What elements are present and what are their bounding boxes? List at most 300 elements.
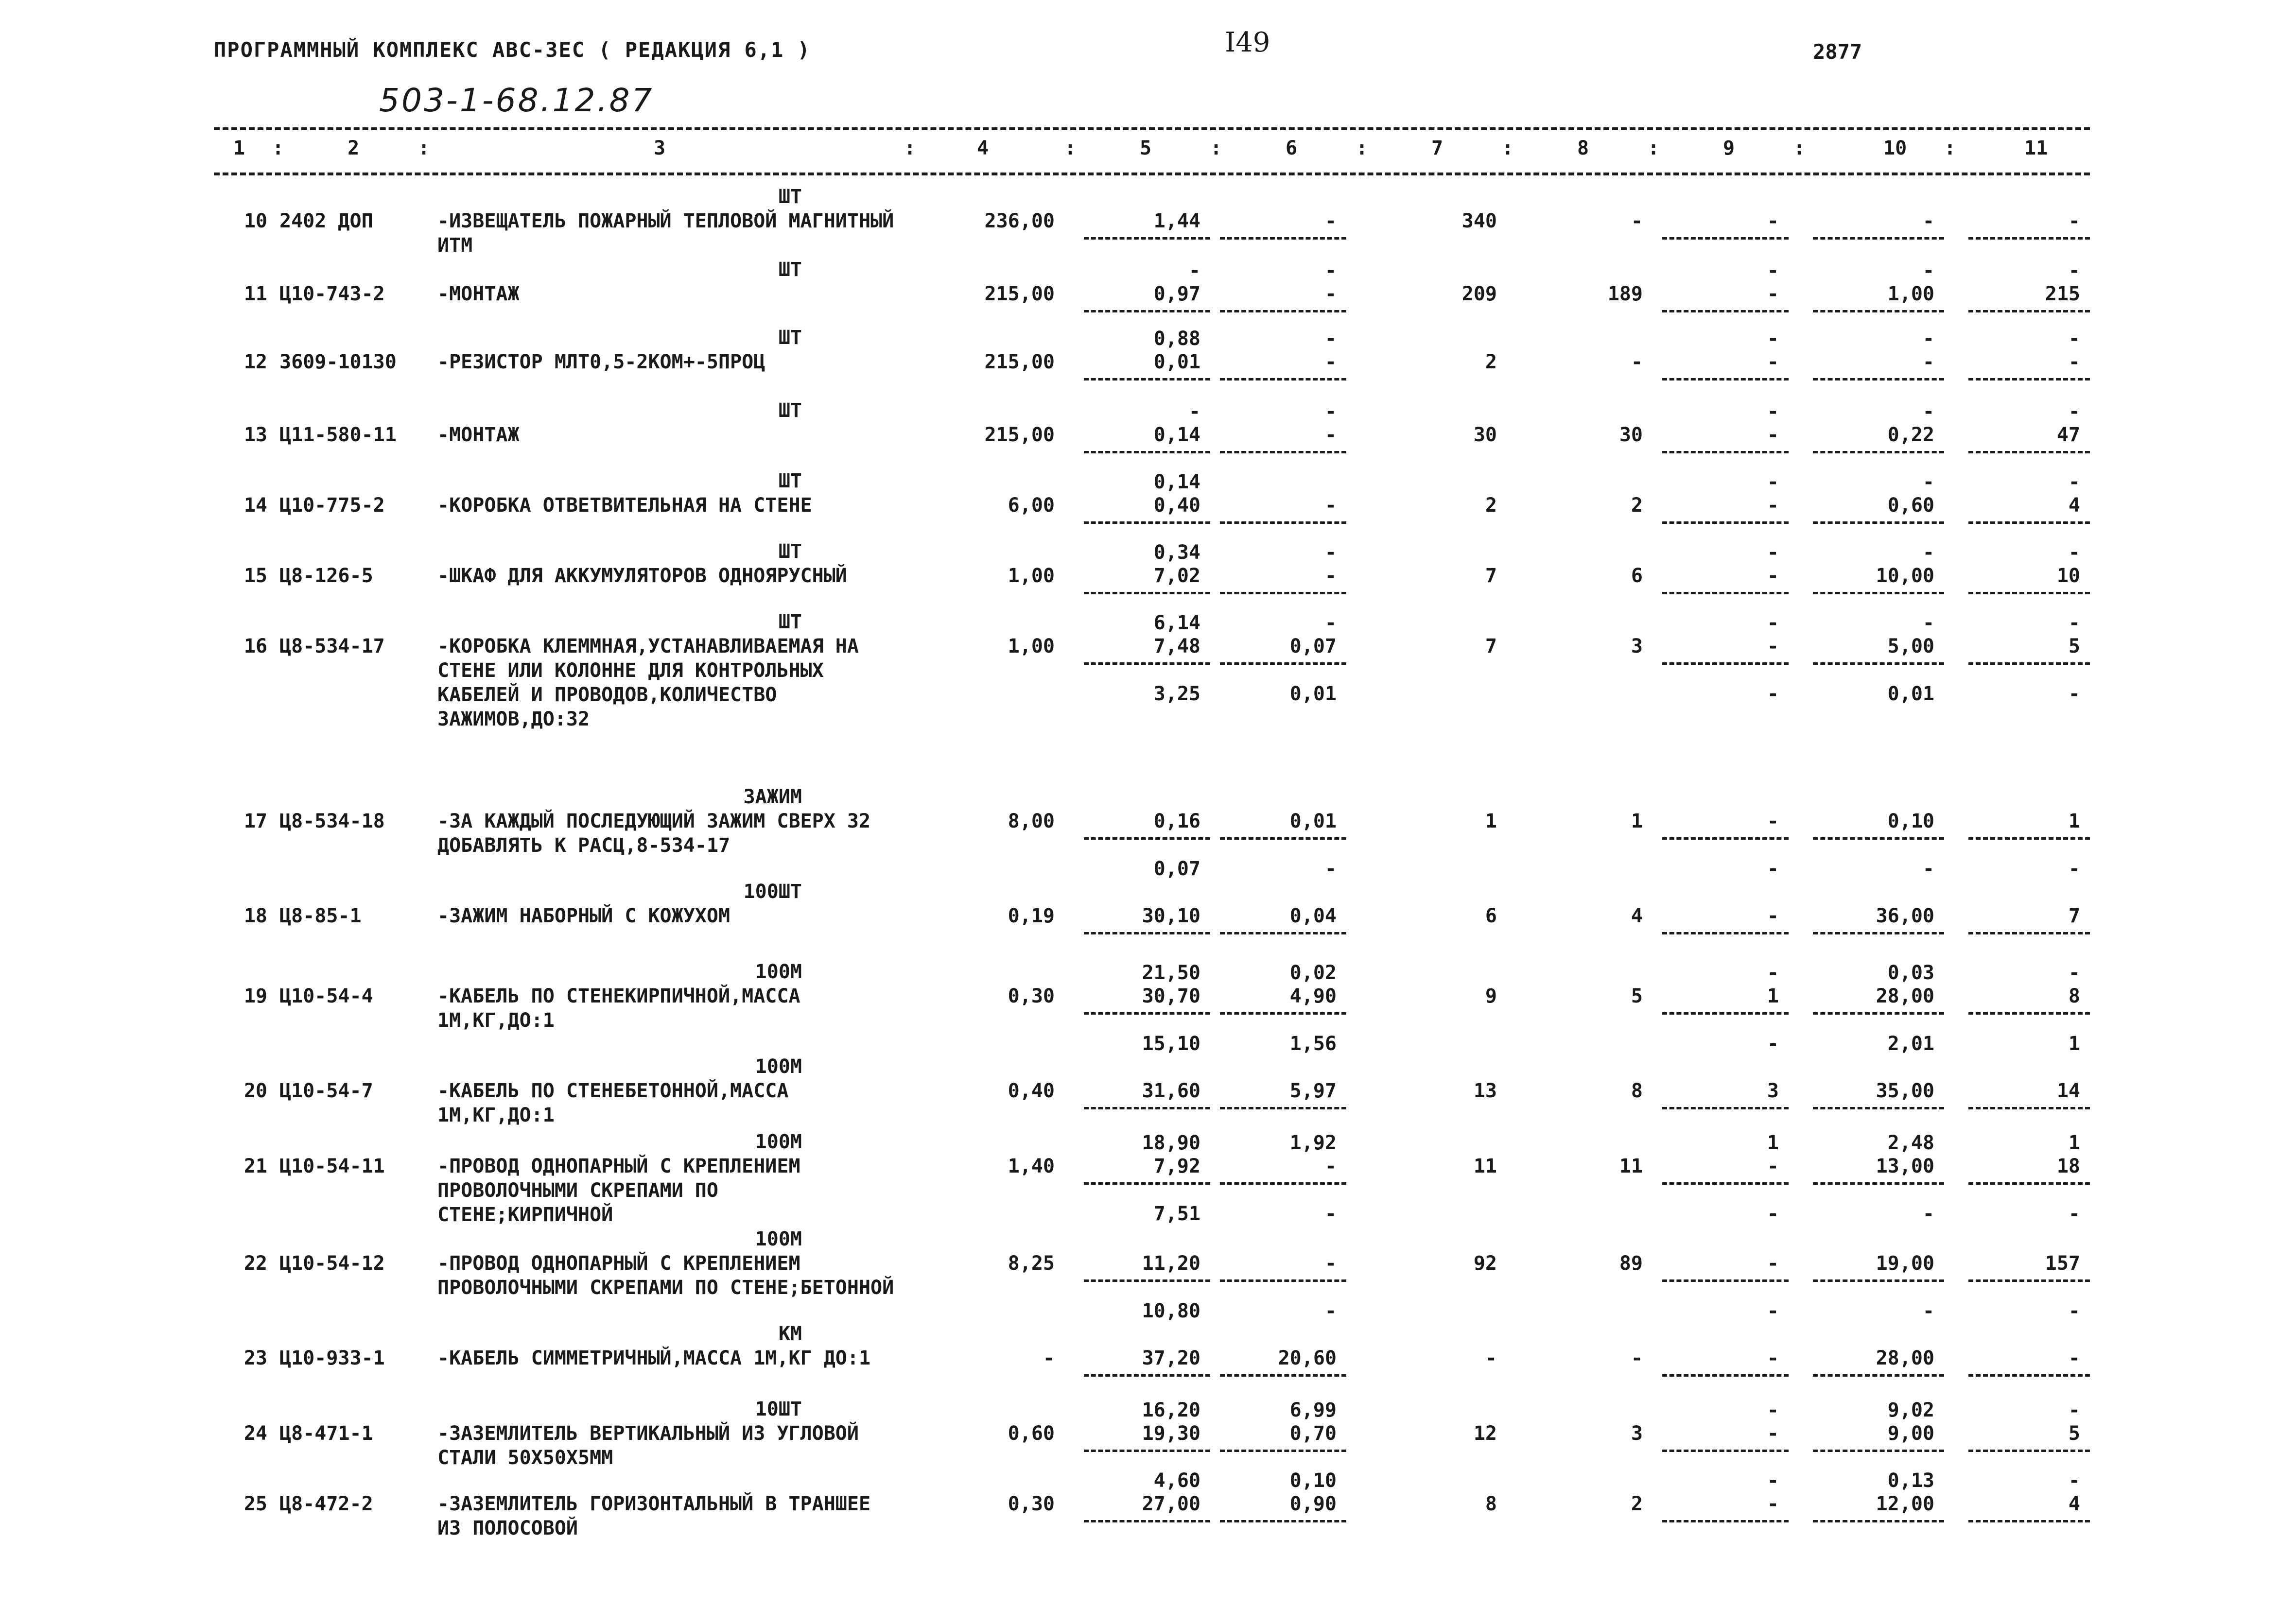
- value-c7: 2: [1485, 494, 1497, 517]
- cell-underline: [1662, 837, 1789, 840]
- sub-value-c9: -: [1767, 612, 1779, 634]
- cell-underline: [1220, 378, 1346, 380]
- bottom-value-c5: 15,10: [1142, 1033, 1200, 1055]
- column-header-4: 4: [977, 137, 989, 159]
- value-c5: 7,02: [1153, 565, 1200, 587]
- sub-value-c9: -: [1767, 541, 1779, 564]
- unit-label: 100М: [755, 1131, 802, 1153]
- value-c6: -: [1324, 1155, 1337, 1177]
- bottom-value-c9: -: [1767, 1300, 1779, 1322]
- cell-underline: [1813, 1450, 1944, 1452]
- column-separator: :: [418, 137, 430, 159]
- cell-underline: [1662, 1107, 1789, 1109]
- cell-underline: [1968, 378, 2090, 380]
- cell-underline: [1084, 1107, 1210, 1109]
- bottom-value-c9: -: [1767, 1033, 1779, 1055]
- value-c11: 18: [2056, 1155, 2080, 1177]
- bottom-value-c11: -: [2068, 858, 2080, 880]
- cell-underline: [1968, 1450, 2090, 1452]
- sub-value-c6: -: [1324, 541, 1337, 564]
- cell-underline: [1662, 662, 1789, 665]
- row-number: 18: [244, 905, 267, 927]
- value-c10: 13,00: [1876, 1155, 1934, 1177]
- cell-underline: [1084, 1520, 1210, 1522]
- value-c9: -: [1767, 351, 1779, 373]
- value-c5: 30,70: [1142, 985, 1200, 1007]
- value-c11: 5: [2068, 635, 2080, 657]
- value-c6: -: [1324, 351, 1337, 373]
- unit-label: 100М: [755, 961, 802, 983]
- value-c5: 1,44: [1153, 210, 1200, 232]
- value-c10: 35,00: [1876, 1080, 1934, 1102]
- sub-value-c6: -: [1324, 259, 1337, 282]
- cell-underline: [1968, 662, 2090, 665]
- row-code: Ц8-85-1: [279, 905, 362, 927]
- cell-underline: [1968, 1279, 2090, 1282]
- cell-underline: [1220, 451, 1346, 453]
- value-c9: -: [1767, 283, 1779, 305]
- cell-underline: [1084, 662, 1210, 665]
- cell-underline: [1220, 837, 1346, 840]
- value-c6: 0,01: [1289, 810, 1337, 832]
- row-description: -МОНТАЖ: [437, 424, 520, 446]
- sub-value-c11: -: [2068, 1399, 2080, 1421]
- value-c11: -: [2068, 210, 2080, 232]
- column-header-3: 3: [654, 137, 666, 159]
- sub-value-c6: -: [1324, 328, 1337, 350]
- value-c10: 28,00: [1876, 1347, 1934, 1369]
- row-description: -ЗА КАЖДЫЙ ПОСЛЕДУЮЩИЙ ЗАЖИМ СВЕРХ 32 ДОБАВЛЯТЬ К РАСЦ,8-534-17: [437, 810, 871, 857]
- unit-label: ШТ: [778, 327, 802, 349]
- value-c11: -: [2068, 351, 2080, 373]
- value-c10: -: [1922, 351, 1934, 373]
- cell-underline: [1220, 1450, 1346, 1452]
- row-code: Ц10-54-7: [279, 1080, 373, 1102]
- cell-underline: [1662, 237, 1789, 240]
- value-c6: -: [1324, 1252, 1337, 1275]
- value-c4: 0,60: [1008, 1422, 1055, 1445]
- value-c9: -: [1767, 424, 1779, 446]
- value-c8: 3: [1631, 1422, 1643, 1445]
- bottom-value-c6: 0,01: [1289, 683, 1337, 705]
- value-c8: -: [1631, 210, 1643, 232]
- value-c10: 5,00: [1887, 635, 1934, 657]
- row-number: 20: [244, 1080, 267, 1102]
- sub-value-c10: -: [1922, 400, 1934, 423]
- cell-underline: [1084, 310, 1210, 312]
- value-c9: 1: [1767, 985, 1779, 1007]
- column-separator: :: [1944, 137, 1956, 159]
- cell-underline: [1084, 378, 1210, 380]
- column-header-10: 10: [1883, 137, 1907, 159]
- sub-value-c10: 9,02: [1887, 1399, 1934, 1421]
- row-description: -МОНТАЖ: [437, 283, 520, 305]
- value-c11: 10: [2056, 565, 2080, 587]
- document-number: 2877: [1813, 40, 1862, 64]
- value-c11: 7: [2068, 905, 2080, 927]
- value-c6: 0,07: [1289, 635, 1337, 657]
- value-c5: 0,16: [1153, 810, 1200, 832]
- unit-label: ШТ: [778, 470, 802, 492]
- value-c6: -: [1324, 283, 1337, 305]
- value-c10: 12,00: [1876, 1493, 1934, 1515]
- value-c4: 1,40: [1008, 1155, 1055, 1177]
- value-c8: 8: [1631, 1080, 1643, 1102]
- bottom-value-c11: 1: [2068, 1033, 2080, 1055]
- cell-underline: [1813, 837, 1944, 840]
- value-c4: 0,30: [1008, 985, 1055, 1007]
- value-c7: 30: [1473, 424, 1497, 446]
- value-c5: 0,14: [1153, 424, 1200, 446]
- row-description: -КАБЕЛЬ ПО СТЕНЕБЕТОННОЙ,МАССА 1М,КГ,ДО:1: [437, 1080, 789, 1126]
- cell-underline: [1220, 662, 1346, 665]
- sub-value-c10: -: [1922, 541, 1934, 564]
- row-description: -КАБЕЛЬ ПО СТЕНЕКИРПИЧНОЙ,МАССА 1М,КГ,ДО:1: [437, 985, 800, 1032]
- cell-underline: [1084, 1279, 1210, 1282]
- cell-underline: [1084, 1012, 1210, 1015]
- bottom-value-c5: 0,07: [1153, 858, 1200, 880]
- sub-value-c9: -: [1767, 962, 1779, 984]
- column-separator: :: [1356, 137, 1368, 159]
- sub-value-c5: 0,88: [1153, 328, 1200, 350]
- sub-value-c5: 18,90: [1142, 1132, 1200, 1154]
- value-c8: 2: [1631, 494, 1643, 517]
- bottom-value-c9: -: [1767, 858, 1779, 880]
- row-description: -КОРОБКА КЛЕММНАЯ,УСТАНАВЛИВАЕМАЯ НА СТЕНЕ ИЛИ КОЛОННЕ ДЛЯ КОНТРОЛЬНЫХ КАБЕЛЕЙ И ПРОВОДОВ,КОЛИЧЕСТВО ЗАЖИМОВ,ДО:32: [437, 635, 859, 730]
- sub-value-c5: -: [1188, 259, 1200, 282]
- value-c8: 5: [1631, 985, 1643, 1007]
- sub-value-c9: -: [1767, 400, 1779, 423]
- cell-underline: [1084, 521, 1210, 524]
- value-c4: 215,00: [984, 351, 1055, 373]
- bottom-value-c10: 2,01: [1887, 1033, 1934, 1055]
- row-code: Ц8-534-18: [279, 810, 385, 832]
- cell-underline: [1968, 451, 2090, 453]
- row-code: Ц8-534-17: [279, 635, 385, 657]
- value-c4: 1,00: [1008, 635, 1055, 657]
- value-c8: 6: [1631, 565, 1643, 587]
- row-number: 19: [244, 985, 267, 1007]
- cell-underline: [1220, 1279, 1346, 1282]
- cell-underline: [1662, 378, 1789, 380]
- cell-underline: [1084, 1182, 1210, 1185]
- value-c8: -: [1631, 351, 1643, 373]
- column-separator: :: [1502, 137, 1514, 159]
- value-c10: 10,00: [1876, 565, 1934, 587]
- cell-underline: [1813, 310, 1944, 312]
- row-code: Ц11-580-11: [279, 424, 397, 446]
- value-c9: 3: [1767, 1080, 1779, 1102]
- sub-value-c6: 6,99: [1289, 1399, 1337, 1421]
- sub-value-c10: -: [1922, 328, 1934, 350]
- row-number: 16: [244, 635, 267, 657]
- column-header-6: 6: [1286, 137, 1298, 159]
- sub-value-c10: 0,13: [1887, 1469, 1934, 1492]
- unit-label: ШТ: [778, 540, 802, 563]
- column-separator: :: [272, 137, 284, 159]
- cell-underline: [1968, 1107, 2090, 1109]
- column-separator: :: [904, 137, 916, 159]
- row-number: 17: [244, 810, 267, 832]
- value-c8: 11: [1619, 1155, 1643, 1177]
- column-header-5: 5: [1140, 137, 1152, 159]
- sub-value-c5: 21,50: [1142, 962, 1200, 984]
- cell-underline: [1662, 451, 1789, 453]
- cell-underline: [1968, 237, 2090, 240]
- value-c8: 89: [1619, 1252, 1643, 1275]
- cell-underline: [1813, 1012, 1944, 1015]
- sub-value-c10: -: [1922, 612, 1934, 634]
- cell-underline: [1220, 1374, 1346, 1377]
- cell-underline: [1084, 451, 1210, 453]
- cell-underline: [1968, 932, 2090, 934]
- cell-underline: [1813, 932, 1944, 934]
- bottom-value-c6: -: [1324, 1300, 1337, 1322]
- cell-underline: [1968, 1012, 2090, 1015]
- row-code: 3609-10130: [279, 351, 397, 373]
- header-top-rule: [214, 127, 2090, 130]
- unit-label: 10ШТ: [755, 1398, 802, 1420]
- sub-value-c11: -: [2068, 612, 2080, 634]
- sub-value-c10: 2,48: [1887, 1132, 1934, 1154]
- cell-underline: [1084, 932, 1210, 934]
- cell-underline: [1220, 237, 1346, 240]
- value-c5: 31,60: [1142, 1080, 1200, 1102]
- value-c4: 0,40: [1008, 1080, 1055, 1102]
- value-c4: 236,00: [984, 210, 1055, 232]
- cell-underline: [1813, 1520, 1944, 1522]
- row-number: 21: [244, 1155, 267, 1177]
- value-c11: 5: [2068, 1422, 2080, 1445]
- sub-value-c5: 0,34: [1153, 541, 1200, 564]
- row-description: -ШКАФ ДЛЯ АККУМУЛЯТОРОВ ОДНОЯРУСНЫЙ: [437, 565, 847, 587]
- cell-underline: [1968, 310, 2090, 312]
- column-header-9: 9: [1723, 137, 1735, 159]
- value-c11: 4: [2068, 494, 2080, 517]
- column-header-8: 8: [1577, 137, 1589, 159]
- cell-underline: [1220, 592, 1346, 594]
- cell-underline: [1968, 521, 2090, 524]
- value-c11: 47: [2056, 424, 2080, 446]
- cell-underline: [1220, 521, 1346, 524]
- row-code: Ц8-471-1: [279, 1422, 373, 1445]
- sub-value-c5: 16,20: [1142, 1399, 1200, 1421]
- row-number: 12: [244, 351, 267, 373]
- sub-value-c5: -: [1188, 400, 1200, 423]
- sub-value-c9: -: [1767, 1399, 1779, 1421]
- value-c7: 209: [1461, 283, 1497, 305]
- bottom-value-c9: -: [1767, 683, 1779, 705]
- cell-underline: [1084, 1374, 1210, 1377]
- row-number: 22: [244, 1252, 267, 1275]
- column-separator: :: [1064, 137, 1077, 159]
- bottom-value-c5: 7,51: [1153, 1203, 1200, 1225]
- cell-underline: [1662, 932, 1789, 934]
- value-c9: -: [1767, 810, 1779, 832]
- value-c7: 7: [1485, 565, 1497, 587]
- cell-underline: [1813, 237, 1944, 240]
- sub-value-c11: -: [2068, 259, 2080, 282]
- sub-value-c11: -: [2068, 541, 2080, 564]
- value-c10: 9,00: [1887, 1422, 1934, 1445]
- cell-underline: [1662, 1012, 1789, 1015]
- value-c5: 11,20: [1142, 1252, 1200, 1275]
- cell-underline: [1968, 592, 2090, 594]
- value-c7: 9: [1485, 985, 1497, 1007]
- value-c7: -: [1485, 1347, 1497, 1369]
- sub-value-c9: 1: [1767, 1132, 1779, 1154]
- value-c6: 0,04: [1289, 905, 1337, 927]
- value-c5: 27,00: [1142, 1493, 1200, 1515]
- value-c11: 1: [2068, 810, 2080, 832]
- value-c10: 0,22: [1887, 424, 1934, 446]
- unit-label: 100ШТ: [743, 881, 802, 903]
- value-c8: 189: [1607, 283, 1643, 305]
- program-header: ПРОГРАММНЫЙ КОМПЛЕКС АВС-ЗЕС ( РЕДАКЦИЯ 6,1 ): [214, 38, 811, 62]
- row-number: 11: [244, 283, 267, 305]
- value-c5: 0,40: [1153, 494, 1200, 517]
- unit-label: ШТ: [778, 259, 802, 281]
- value-c10: 19,00: [1876, 1252, 1934, 1275]
- cell-underline: [1968, 1520, 2090, 1522]
- row-code: Ц10-54-4: [279, 985, 373, 1007]
- value-c6: 4,90: [1289, 985, 1337, 1007]
- sub-value-c11: -: [2068, 1469, 2080, 1492]
- header-bottom-rule: [214, 173, 2090, 175]
- sub-value-c6: 1,92: [1289, 1132, 1337, 1154]
- row-description: -ЗАЗЕМЛИТЕЛЬ ГОРИЗОНТАЛЬНЫЙ В ТРАНШЕЕ ИЗ ПОЛОСОВОЙ: [437, 1493, 871, 1539]
- bottom-value-c6: -: [1324, 858, 1337, 880]
- value-c5: 19,30: [1142, 1422, 1200, 1445]
- value-c4: 0,19: [1008, 905, 1055, 927]
- row-description: -КОРОБКА ОТВЕТВИТЕЛЬНАЯ НА СТЕНЕ: [437, 494, 812, 517]
- value-c10: 0,60: [1887, 494, 1934, 517]
- value-c9: -: [1767, 905, 1779, 927]
- value-c4: 8,00: [1008, 810, 1055, 832]
- value-c7: 1: [1485, 810, 1497, 832]
- value-c4: 6,00: [1008, 494, 1055, 517]
- value-c7: 2: [1485, 351, 1497, 373]
- cell-underline: [1813, 1107, 1944, 1109]
- value-c10: -: [1922, 210, 1934, 232]
- sub-value-c6: 0,10: [1289, 1469, 1337, 1492]
- value-c7: 8: [1485, 1493, 1497, 1515]
- row-number: 13: [244, 424, 267, 446]
- row-code: Ц8-472-2: [279, 1493, 373, 1515]
- value-c5: 30,10: [1142, 905, 1200, 927]
- row-code: Ц10-775-2: [279, 494, 385, 517]
- value-c8: 2: [1631, 1493, 1643, 1515]
- value-c11: 157: [2045, 1252, 2080, 1275]
- value-c5: 0,97: [1153, 283, 1200, 305]
- value-c4: 215,00: [984, 424, 1055, 446]
- row-code: Ц10-54-11: [279, 1155, 385, 1177]
- cell-underline: [1220, 932, 1346, 934]
- value-c5: 7,48: [1153, 635, 1200, 657]
- bottom-value-c10: -: [1922, 1203, 1934, 1225]
- column-separator: :: [1648, 137, 1660, 159]
- row-code: Ц10-54-12: [279, 1252, 385, 1275]
- value-c9: -: [1767, 210, 1779, 232]
- cell-underline: [1084, 837, 1210, 840]
- cell-underline: [1968, 837, 2090, 840]
- cell-underline: [1662, 1520, 1789, 1522]
- column-header-7: 7: [1431, 137, 1444, 159]
- value-c8: 1: [1631, 810, 1643, 832]
- sub-value-c11: -: [2068, 328, 2080, 350]
- cell-underline: [1084, 237, 1210, 240]
- column-header-11: 11: [2024, 137, 2048, 159]
- sub-value-c6: 0,02: [1289, 962, 1337, 984]
- cell-underline: [1220, 310, 1346, 312]
- row-description: -РЕЗИСТОР МЛТ0,5-2КОМ+-5ПРОЦ: [437, 351, 765, 373]
- cell-underline: [1662, 310, 1789, 312]
- value-c10: 1,00: [1887, 283, 1934, 305]
- value-c9: -: [1767, 635, 1779, 657]
- sub-value-c9: -: [1767, 328, 1779, 350]
- row-description: -ПРОВОД ОДНОПАРНЫЙ С КРЕПЛЕНИЕМ ПРОВОЛОЧНЫМИ СКРЕПАМИ ПО СТЕНЕ;КИРПИЧНОЙ: [437, 1155, 800, 1226]
- row-description: -КАБЕЛЬ СИММЕТРИЧНЫЙ,МАССА 1М,КГ ДО:1: [437, 1347, 871, 1369]
- unit-label: 100М: [755, 1228, 802, 1250]
- cell-underline: [1813, 521, 1944, 524]
- value-c6: 0,90: [1289, 1493, 1337, 1515]
- cell-underline: [1662, 521, 1789, 524]
- value-c9: -: [1767, 1252, 1779, 1275]
- unit-label: ШТ: [778, 186, 802, 208]
- cell-underline: [1220, 1012, 1346, 1015]
- cell-underline: [1662, 1374, 1789, 1377]
- row-code: 2402 ДОП: [279, 210, 373, 232]
- value-c5: 37,20: [1142, 1347, 1200, 1369]
- unit-label: КМ: [778, 1323, 802, 1345]
- bottom-value-c10: -: [1922, 1300, 1934, 1322]
- value-c9: -: [1767, 1422, 1779, 1445]
- row-code: Ц10-933-1: [279, 1347, 385, 1369]
- value-c7: 13: [1473, 1080, 1497, 1102]
- value-c7: 11: [1473, 1155, 1497, 1177]
- cell-underline: [1662, 1279, 1789, 1282]
- value-c6: 5,97: [1289, 1080, 1337, 1102]
- value-c6: -: [1324, 210, 1337, 232]
- value-c9: -: [1767, 1347, 1779, 1369]
- cell-underline: [1968, 1374, 2090, 1377]
- value-c11: 215: [2045, 283, 2080, 305]
- cell-underline: [1813, 1279, 1944, 1282]
- sub-value-c9: -: [1767, 471, 1779, 493]
- row-number: 15: [244, 565, 267, 587]
- value-c4: 0,30: [1008, 1493, 1055, 1515]
- value-c6: -: [1324, 424, 1337, 446]
- sub-value-c5: 4,60: [1153, 1469, 1200, 1492]
- row-code: Ц10-743-2: [279, 283, 385, 305]
- value-c11: 14: [2056, 1080, 2080, 1102]
- sub-value-c11: -: [2068, 962, 2080, 984]
- unit-label: 100М: [755, 1055, 802, 1078]
- value-c11: 8: [2068, 985, 2080, 1007]
- cell-underline: [1813, 451, 1944, 453]
- sub-value-c6: -: [1324, 400, 1337, 423]
- value-c4: 215,00: [984, 283, 1055, 305]
- cell-underline: [1813, 1374, 1944, 1377]
- sub-value-c11: -: [2068, 471, 2080, 493]
- value-c6: 20,60: [1278, 1347, 1337, 1369]
- cell-underline: [1084, 1450, 1210, 1452]
- cell-underline: [1084, 592, 1210, 594]
- unit-label: ШТ: [778, 611, 802, 633]
- bottom-value-c11: -: [2068, 1203, 2080, 1225]
- sub-value-c10: 0,03: [1887, 962, 1934, 984]
- row-number: 10: [244, 210, 267, 232]
